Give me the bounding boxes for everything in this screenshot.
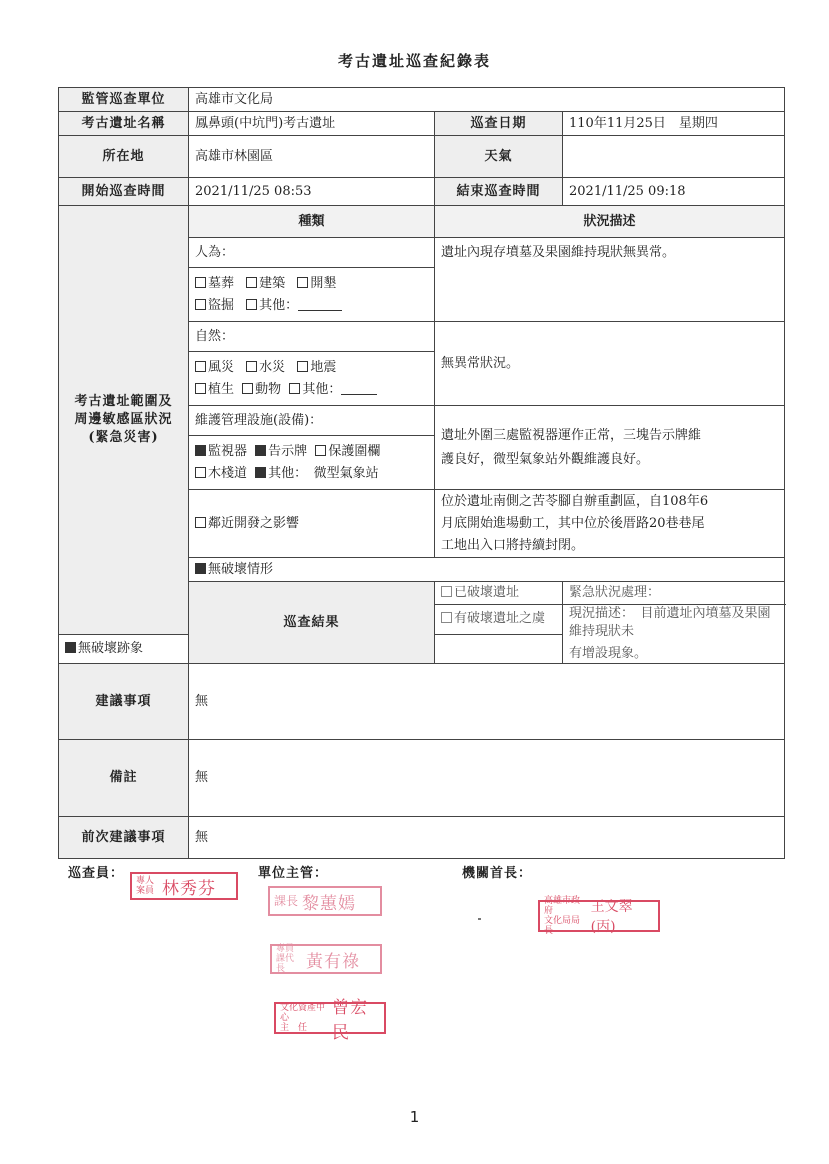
- checkbox-building[interactable]: [246, 277, 257, 288]
- checkbox-destroyed[interactable]: [441, 586, 452, 597]
- natural-options: 風災 水災 地震 植生 動物 其他：: [189, 352, 435, 406]
- inspection-form-table: [58, 87, 785, 859]
- unit-label: 監管巡查單位: [59, 88, 189, 112]
- date-value: 110年11月25日 星期四: [563, 112, 785, 136]
- page-number: 1: [409, 1108, 420, 1126]
- end-time-label: 結束巡查時間: [435, 178, 563, 206]
- remark-value: 無: [189, 740, 785, 817]
- checkbox-looting[interactable]: [195, 299, 206, 310]
- date-label: 巡查日期: [435, 112, 563, 136]
- status-description: 現況描述： 目前遺址內墳墓及果園維持現狀未 有增設現象。: [563, 605, 785, 664]
- checkbox-risk[interactable]: [441, 612, 452, 623]
- natural-desc: 無異常狀況。: [435, 322, 785, 406]
- checkbox-natural-other[interactable]: [289, 383, 300, 394]
- facility-desc: 遺址外圍三處監視器運作正常，三塊告示牌維 護良好，微型氣象站外觀維護良好。: [435, 406, 785, 490]
- checkbox-typhoon[interactable]: [195, 361, 206, 372]
- blank-line: [298, 298, 342, 311]
- checkbox-earthquake[interactable]: [297, 361, 308, 372]
- checkbox-animal[interactable]: [242, 383, 253, 394]
- weather-value: [563, 136, 785, 178]
- status-column-header: 狀況描述: [435, 206, 785, 238]
- area-label: 考古遺址範圍及 周邊敏感區狀況 (緊急災害): [59, 206, 189, 635]
- checkbox-signboard[interactable]: [255, 445, 266, 456]
- site-value: 鳳鼻頭(中坑門)考古遺址: [189, 112, 435, 136]
- suggest-label: 建議事項: [59, 664, 189, 740]
- chief-stamp: 課長 黎蕙嫣: [268, 886, 382, 916]
- start-time-label: 開始巡查時間: [59, 178, 189, 206]
- end-time-value: 2021/11/25 09:18: [563, 178, 785, 206]
- checkbox-monitor[interactable]: [195, 445, 206, 456]
- head-stamp: 高雄市政府 文化局局長 王文翠(丙): [538, 900, 660, 932]
- no-damage-row: 無破壞情形: [189, 558, 785, 582]
- director-stamp: 文化資產中心 主 任 曾宏民: [274, 1002, 386, 1034]
- checkbox-vegetation[interactable]: [195, 383, 206, 394]
- result-opt-risk: 有破壞遺址之虞: [435, 605, 563, 635]
- supervisor-label: 單位主管：: [258, 866, 329, 881]
- blank-line: [341, 382, 377, 395]
- checkbox-fence[interactable]: [315, 445, 326, 456]
- checkbox-facility-other[interactable]: [255, 467, 266, 478]
- natural-title: 自然：: [189, 322, 435, 352]
- checkbox-no-damage-sign[interactable]: [65, 642, 76, 653]
- nearby-option: 鄰近開發之影響: [189, 490, 435, 558]
- human-title: 人為：: [189, 238, 435, 268]
- checkbox-human-other[interactable]: [246, 299, 257, 310]
- prev-suggest-label: 前次建議事項: [59, 817, 189, 859]
- scan-speck: [478, 918, 481, 920]
- result-opt-no-damage: 無破壞跡象: [59, 634, 189, 664]
- inspector-stamp: 專 人 案 員 林秀芬: [130, 872, 238, 900]
- location-value: 高雄市林園區: [189, 136, 435, 178]
- checkbox-no-damage[interactable]: [195, 563, 206, 574]
- human-options: 墓葬 建築 開墾 盜掘 其他：: [189, 268, 435, 322]
- remark-label: 備註: [59, 740, 189, 817]
- suggest-value: 無: [189, 664, 785, 740]
- type-column-header: 種類: [189, 206, 435, 238]
- emergency-handling: 緊急狀況處理：: [563, 582, 785, 605]
- weather-label: 天氣: [435, 136, 563, 178]
- signature-area: [0, 862, 829, 1062]
- specialist-stamp: 專員 課 代 長 黃有祿: [270, 944, 382, 974]
- checkbox-boardwalk[interactable]: [195, 467, 206, 478]
- head-label: 機關首長：: [462, 866, 533, 881]
- location-label: 所在地: [59, 136, 189, 178]
- result-opt-destroyed: 已破壞遺址: [435, 582, 563, 605]
- unit-value: 高雄市文化局: [189, 88, 785, 112]
- checkbox-flood[interactable]: [246, 361, 257, 372]
- human-desc: 遺址內現存墳墓及果園維持現狀無異常。: [435, 238, 785, 322]
- facility-options: 監視器 告示牌 保護圍欄 木棧道 其他： 微型氣象站: [189, 436, 435, 490]
- site-label: 考古遺址名稱: [59, 112, 189, 136]
- result-label: 巡查結果: [189, 582, 435, 664]
- checkbox-tomb[interactable]: [195, 277, 206, 288]
- facility-title: 維護管理設施(設備)：: [189, 406, 435, 436]
- form-title: 考古遺址巡查紀錄表: [337, 52, 491, 70]
- start-time-value: 2021/11/25 08:53: [189, 178, 435, 206]
- inspector-label: 巡查員：: [68, 866, 125, 881]
- checkbox-cultivation[interactable]: [297, 277, 308, 288]
- prev-suggest-value: 無: [189, 817, 785, 859]
- checkbox-nearby-development[interactable]: [195, 517, 206, 528]
- nearby-desc: 位於遺址南側之苦苓腳自辦重劃區，自108年6 月底開始進場動工，其中位於後厝路20巷巷尾 工地出入口將持續封閉。: [435, 490, 785, 558]
